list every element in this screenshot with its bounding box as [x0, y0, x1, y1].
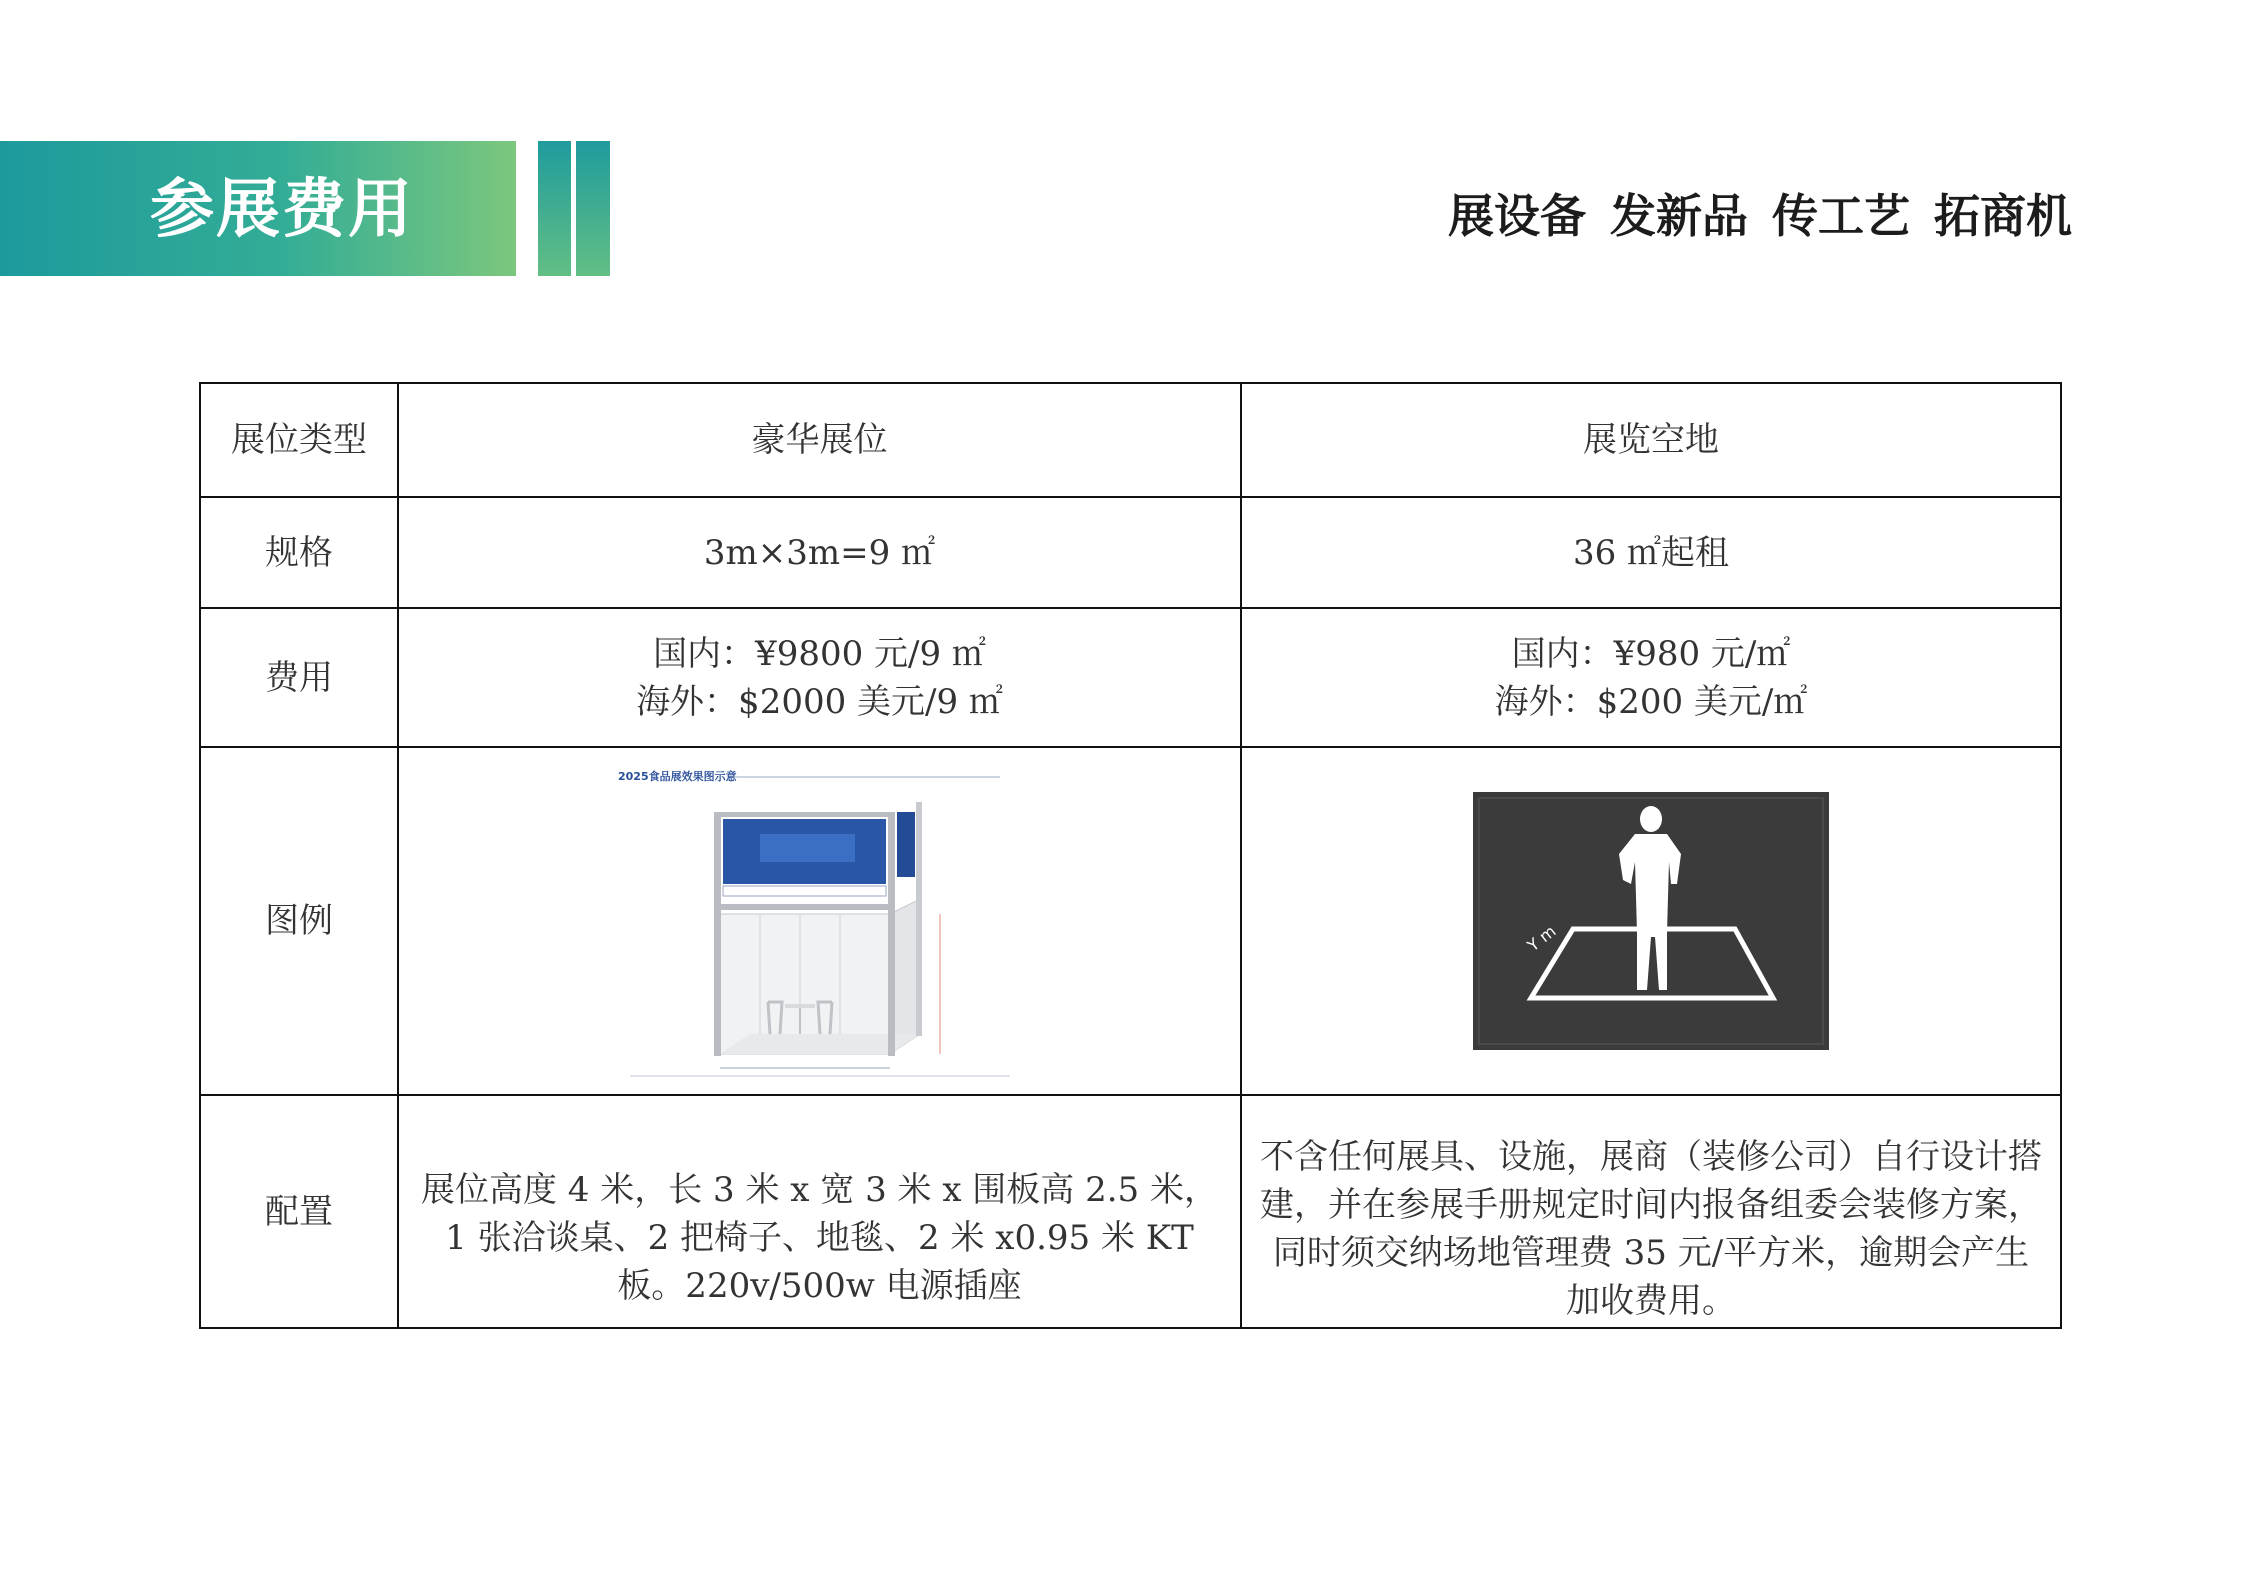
config-raw-space: 不含任何展具、设施，展商（装修公司）自行设计搭建，并在参展手册规定时间内报备组委会装修方案，同时须交纳场地管理费 35 元/平方米，逾期会产生加收费用。 [1241, 1095, 2061, 1328]
slogan-item: 拓商机 [1934, 189, 2072, 243]
fee-overseas: 海外：$2000 美元/9 ㎡ [636, 681, 1003, 722]
table-row [200, 1095, 2061, 1328]
fee-table [199, 382, 2062, 1329]
fee-raw-space [1241, 608, 2061, 747]
slogan-item: 展设备 [1448, 189, 1586, 243]
floor-dimension-label: Y m [1523, 921, 1560, 956]
booth-illustration-cell [398, 747, 1241, 1095]
row-label: 图例 [200, 747, 398, 1095]
booth-illustration [610, 764, 1030, 1079]
fee-domestic: 国内：¥980 元/㎡ [1511, 633, 1791, 674]
slogan [1448, 186, 2072, 246]
fee-domestic: 国内：¥9800 元/9 ㎡ [653, 633, 986, 674]
banner-stripe [576, 141, 610, 276]
page-title: 参展费用 [150, 173, 414, 247]
table-row [200, 747, 2061, 1095]
slogan-item: 发新品 [1610, 189, 1748, 243]
raw-space-illustration-cell [1241, 747, 2061, 1095]
banner-stripe [538, 141, 571, 276]
fee-overseas: 海外：$200 美元/㎡ [1494, 681, 1808, 722]
spec-raw-space: 36 ㎡起租 [1241, 497, 2061, 608]
config-luxury-booth: 展位高度 4 米，长 3 米 x 宽 3 米 x 围板高 2.5 米，1 张洽谈桌、2 把椅子、地毯、2 米 x0.95 米 KT 板。220v/500w 电源插座 [398, 1095, 1241, 1328]
row-label: 规格 [200, 497, 398, 608]
fee-luxury-booth [398, 608, 1241, 747]
table-row [200, 383, 2061, 497]
raw-space-illustration [1473, 792, 1829, 1050]
row-label: 展位类型 [200, 383, 398, 497]
column-header-raw-space: 展览空地 [1241, 383, 2061, 497]
booth-caption: 2025食品展效果图示意 [617, 769, 737, 783]
table-row [200, 497, 2061, 608]
row-label: 配置 [200, 1095, 398, 1328]
table-row [200, 608, 2061, 747]
slogan-item: 传工艺 [1772, 189, 1910, 243]
row-label: 费用 [200, 608, 398, 747]
column-header-luxury-booth: 豪华展位 [398, 383, 1241, 497]
spec-luxury-booth: 3m×3m=9 ㎡ [398, 497, 1241, 608]
